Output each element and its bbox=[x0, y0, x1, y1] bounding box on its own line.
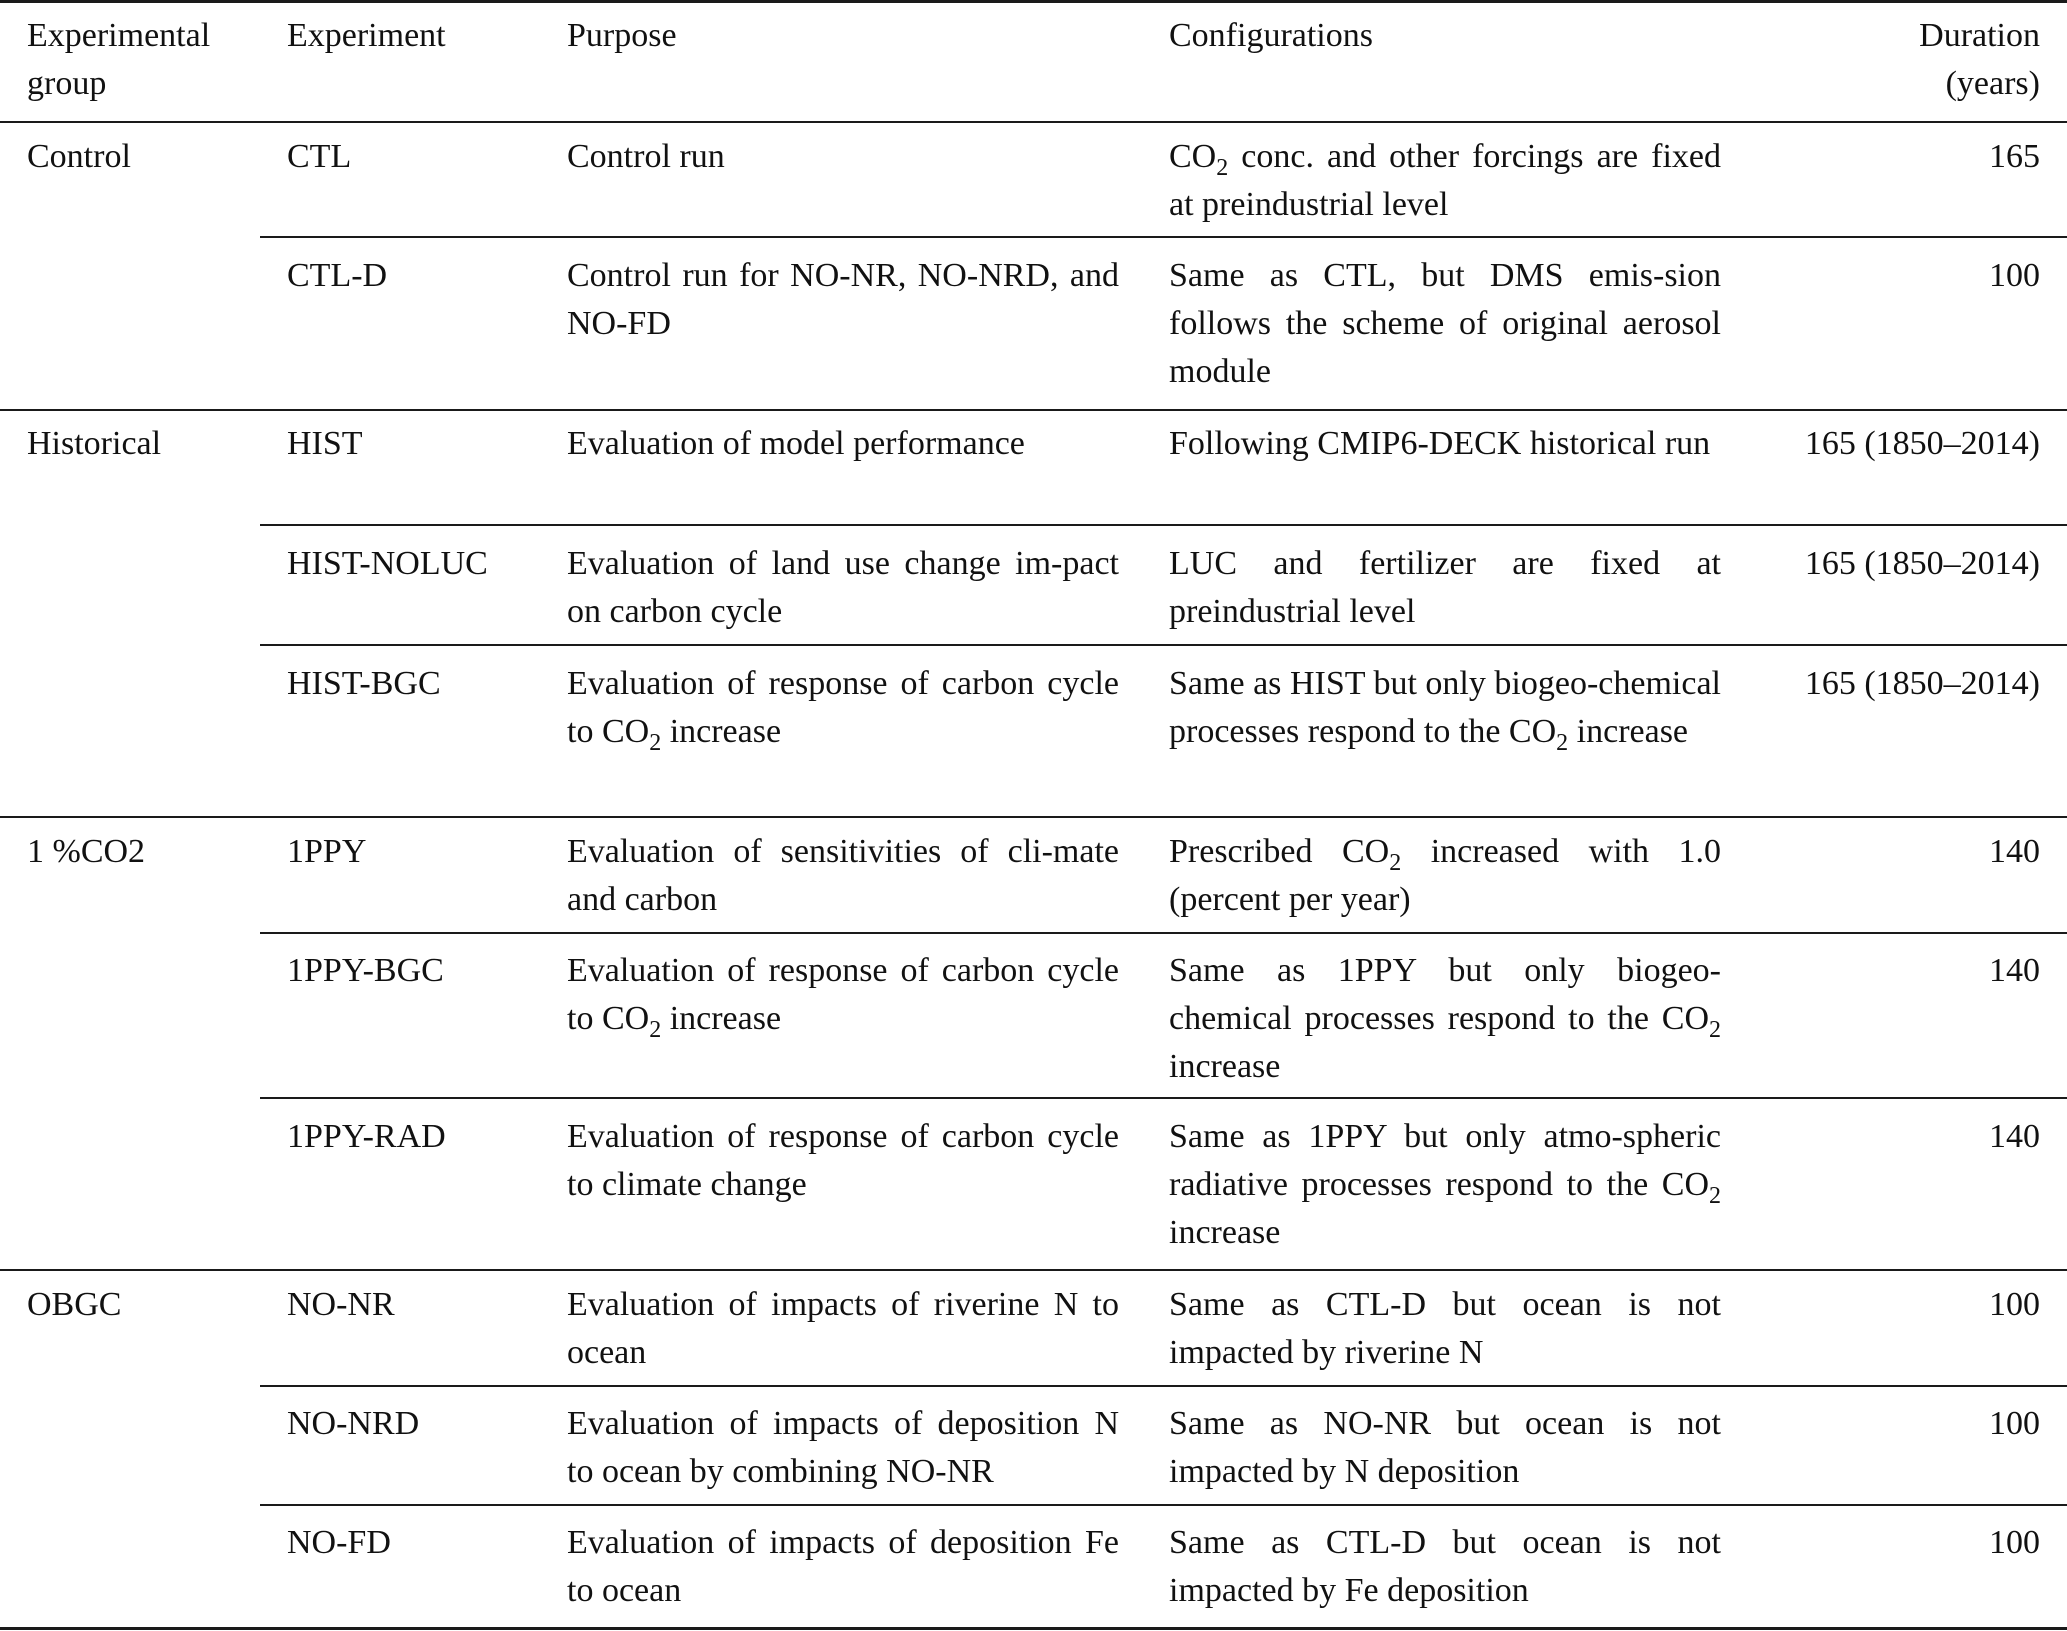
purpose-text: Control run for NO-NR, NO-NRD, and NO-FD bbox=[567, 257, 1119, 342]
configuration-text: Same as 1PPY but only atmo-spheric radiative processes respond to the $CO_2$ increase bbox=[1169, 1118, 1721, 1251]
purpose-text: Evaluation of response of carbon cycle to $CO_2$ increase bbox=[567, 665, 1119, 756]
configuration-text: Same as NO-NR but ocean is not impacted by N deposition bbox=[1169, 1405, 1721, 1490]
purpose-text: Evaluation of impacts of riverine N to ocean bbox=[567, 1286, 1119, 1371]
experiment-name: NO-NR bbox=[287, 1286, 395, 1323]
header-group bbox=[27, 12, 257, 108]
configuration-text: Same as 1PPY but only biogeo-chemical processes respond to the $CO_2$ increase bbox=[1169, 952, 1721, 1085]
header-duration bbox=[1740, 12, 2040, 108]
row-divider bbox=[260, 1504, 2067, 1506]
purpose-text: Evaluation of impacts of deposition N to ocean by combining NO-NR bbox=[567, 1405, 1119, 1490]
group-divider bbox=[0, 816, 2067, 818]
purpose-text: Control run bbox=[567, 138, 725, 175]
header-group-line1: Experimental bbox=[27, 17, 211, 54]
duration-value: 100 bbox=[1989, 1524, 2040, 1561]
configuration-text: Following CMIP6-DECK historical run bbox=[1169, 425, 1711, 462]
experiment-name: CTL bbox=[287, 138, 352, 175]
experiment-name: 1PPY-RAD bbox=[287, 1118, 446, 1155]
duration-value: 100 bbox=[1989, 1405, 2040, 1442]
duration-value: 140 bbox=[1989, 952, 2040, 989]
header-purpose: Purpose bbox=[567, 17, 677, 54]
purpose-text: Evaluation of response of carbon cycle to climate change bbox=[567, 1118, 1119, 1203]
configuration-text: LUC and fertilizer are fixed at preindustrial level bbox=[1169, 545, 1721, 630]
group-divider bbox=[0, 1269, 2067, 1271]
group-label: Control bbox=[27, 138, 131, 175]
header-experiment: Experiment bbox=[287, 17, 446, 54]
row-divider bbox=[260, 1097, 2067, 1099]
purpose-text: Evaluation of response of carbon cycle to $CO_2$ increase bbox=[567, 952, 1119, 1043]
duration-value: 165 (1850–2014) bbox=[1804, 425, 2040, 462]
header-group-line2: group bbox=[27, 65, 107, 102]
experiment-name: CTL-D bbox=[287, 257, 388, 294]
row-divider bbox=[260, 932, 2067, 934]
duration-value: 100 bbox=[1989, 257, 2040, 294]
header-duration-line2: (years) bbox=[1945, 65, 2040, 102]
duration-value: 165 (1850–2014) bbox=[1804, 665, 2040, 702]
bottom-rule bbox=[0, 1627, 2067, 1630]
duration-value: 100 bbox=[1989, 1286, 2040, 1323]
experiment-name: 1PPY bbox=[287, 833, 367, 870]
header-rule bbox=[0, 121, 2067, 123]
configuration-text: $CO_2$ conc. and other forcings are fixed at preindustrial level bbox=[1169, 138, 1721, 223]
experiment-name: NO-FD bbox=[287, 1524, 391, 1561]
group-divider bbox=[0, 409, 2067, 411]
configuration-text: Prescribed $CO_2$ increased with 1.0 (percent per year) bbox=[1169, 833, 1721, 918]
row-divider bbox=[260, 644, 2067, 646]
row-divider bbox=[260, 236, 2067, 238]
row-divider bbox=[260, 1385, 2067, 1387]
row-divider bbox=[260, 524, 2067, 526]
duration-value: 165 bbox=[1989, 138, 2040, 175]
purpose-text: Evaluation of impacts of deposition Fe to ocean bbox=[567, 1524, 1119, 1609]
top-rule bbox=[0, 0, 2067, 3]
configuration-text: Same as HIST but only biogeo-chemical processes respond to the $CO_2$ increase bbox=[1169, 665, 1721, 756]
purpose-text: Evaluation of sensitivities of cli-mate and carbon bbox=[567, 833, 1119, 918]
configuration-text: Same as CTL, but DMS emis-sion follows the scheme of original aerosol module bbox=[1169, 257, 1721, 390]
experiment-name: HIST-BGC bbox=[287, 665, 441, 702]
purpose-text: Evaluation of model performance bbox=[567, 425, 1025, 462]
group-label: Historical bbox=[27, 425, 162, 462]
header-configurations: Configurations bbox=[1169, 17, 1373, 54]
experiment-name: 1PPY-BGC bbox=[287, 952, 444, 989]
experiment-name: NO-NRD bbox=[287, 1405, 420, 1442]
duration-value: 140 bbox=[1989, 1118, 2040, 1155]
duration-value: 140 bbox=[1989, 833, 2040, 870]
experiment-name: HIST-NOLUC bbox=[287, 545, 488, 582]
configuration-text: Same as CTL-D but ocean is not impacted by riverine N bbox=[1169, 1286, 1721, 1371]
experiment-name: HIST bbox=[287, 425, 363, 462]
configuration-text: Same as CTL-D but ocean is not impacted by Fe deposition bbox=[1169, 1524, 1721, 1609]
duration-value: 165 (1850–2014) bbox=[1804, 545, 2040, 582]
group-label: 1 %CO2 bbox=[27, 833, 146, 870]
purpose-text: Evaluation of land use change im-pact on carbon cycle bbox=[567, 545, 1119, 630]
header-duration-line1: Duration bbox=[1919, 17, 2040, 54]
group-label: OBGC bbox=[27, 1286, 122, 1323]
